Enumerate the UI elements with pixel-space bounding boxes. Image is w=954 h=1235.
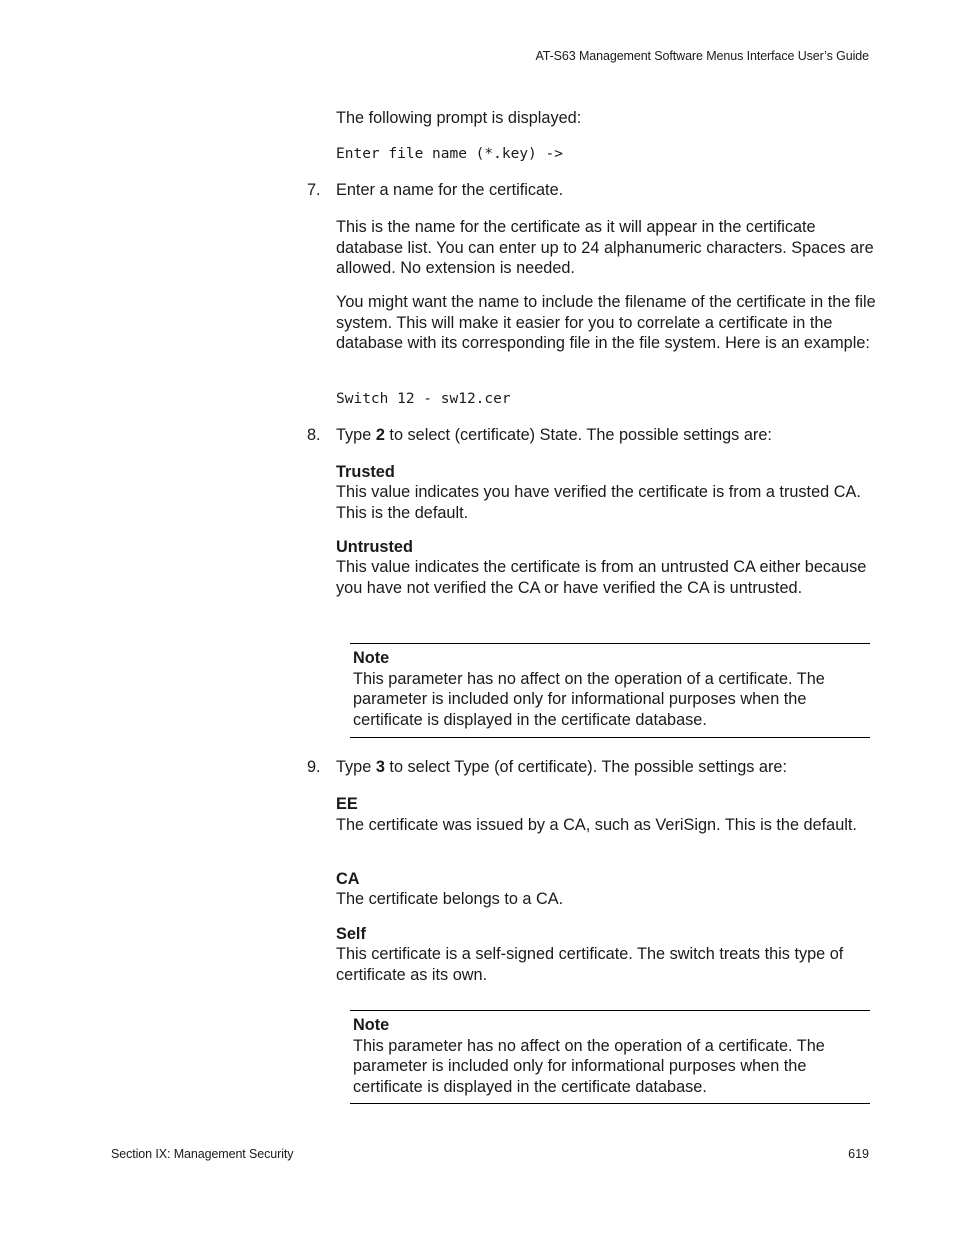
option-ca-text: The certificate belongs to a CA.	[336, 890, 564, 908]
step-9-key: 3	[375, 758, 385, 776]
step-8-text: Type 2 to select (certificate) State. The possible settings are:	[336, 426, 772, 444]
note-box-1	[350, 643, 870, 738]
option-self-title: Self	[336, 925, 366, 943]
note-text: This parameter has no affect on the operation of a certificate. The parameter is included only for informational purposes when the certificate is displayed in the certificate database.	[353, 669, 825, 729]
step-8-number: 8.	[307, 426, 321, 444]
step-8-key: 2	[375, 426, 385, 444]
note-title: Note	[353, 649, 390, 667]
option-ee-title: EE	[336, 795, 358, 813]
step-7-para-2: You might want the name to include the filename of the certificate in the file system. This will make it easier for you to correlate a certificate in the database with its corresponding file in the file system. Here is an example:	[336, 293, 876, 352]
footer-section: Section IX: Management Security	[111, 1147, 294, 1161]
note-box-2	[350, 1010, 870, 1104]
option-trusted-title: Trusted	[336, 463, 395, 481]
step-9-number: 9.	[307, 758, 321, 776]
step-7-number: 7.	[307, 181, 321, 199]
note-title: Note	[353, 1016, 390, 1034]
option-ca-title: CA	[336, 870, 360, 888]
page-header: AT-S63 Management Software Menus Interface User’s Guide	[535, 49, 869, 63]
prompt-code: Enter file name (*.key) ->	[336, 146, 563, 162]
option-self-text: This certificate is a self-signed certificate. The switch treats this type of certificate as its own.	[336, 945, 844, 984]
step-7-para-1: This is the name for the certificate as it will appear in the certificate database list. You can enter up to 24 alphanumeric characters. Spaces are allowed. No extension is needed.	[336, 218, 874, 277]
page-number: 619	[848, 1147, 869, 1161]
option-ee-text: The certificate was issued by a CA, such as VeriSign. This is the default.	[336, 816, 857, 834]
option-untrusted-text: This value indicates the certificate is from an untrusted CA either because you have not verified the CA or have verified the CA is untrusted.	[336, 558, 867, 597]
step-7-text: Enter a name for the certificate.	[336, 181, 564, 199]
option-trusted-text: This value indicates you have verified the certificate is from a trusted CA. This is the default.	[336, 483, 861, 522]
option-untrusted-title: Untrusted	[336, 538, 413, 556]
step-9-text: Type 3 to select Type (of certificate). The possible settings are:	[336, 758, 787, 776]
intro-text: The following prompt is displayed:	[336, 109, 582, 127]
note-text: This parameter has no affect on the operation of a certificate. The parameter is included only for informational purposes when the certificate is displayed in the certificate database.	[353, 1036, 825, 1096]
example-code: Switch 12 - sw12.cer	[336, 391, 511, 407]
